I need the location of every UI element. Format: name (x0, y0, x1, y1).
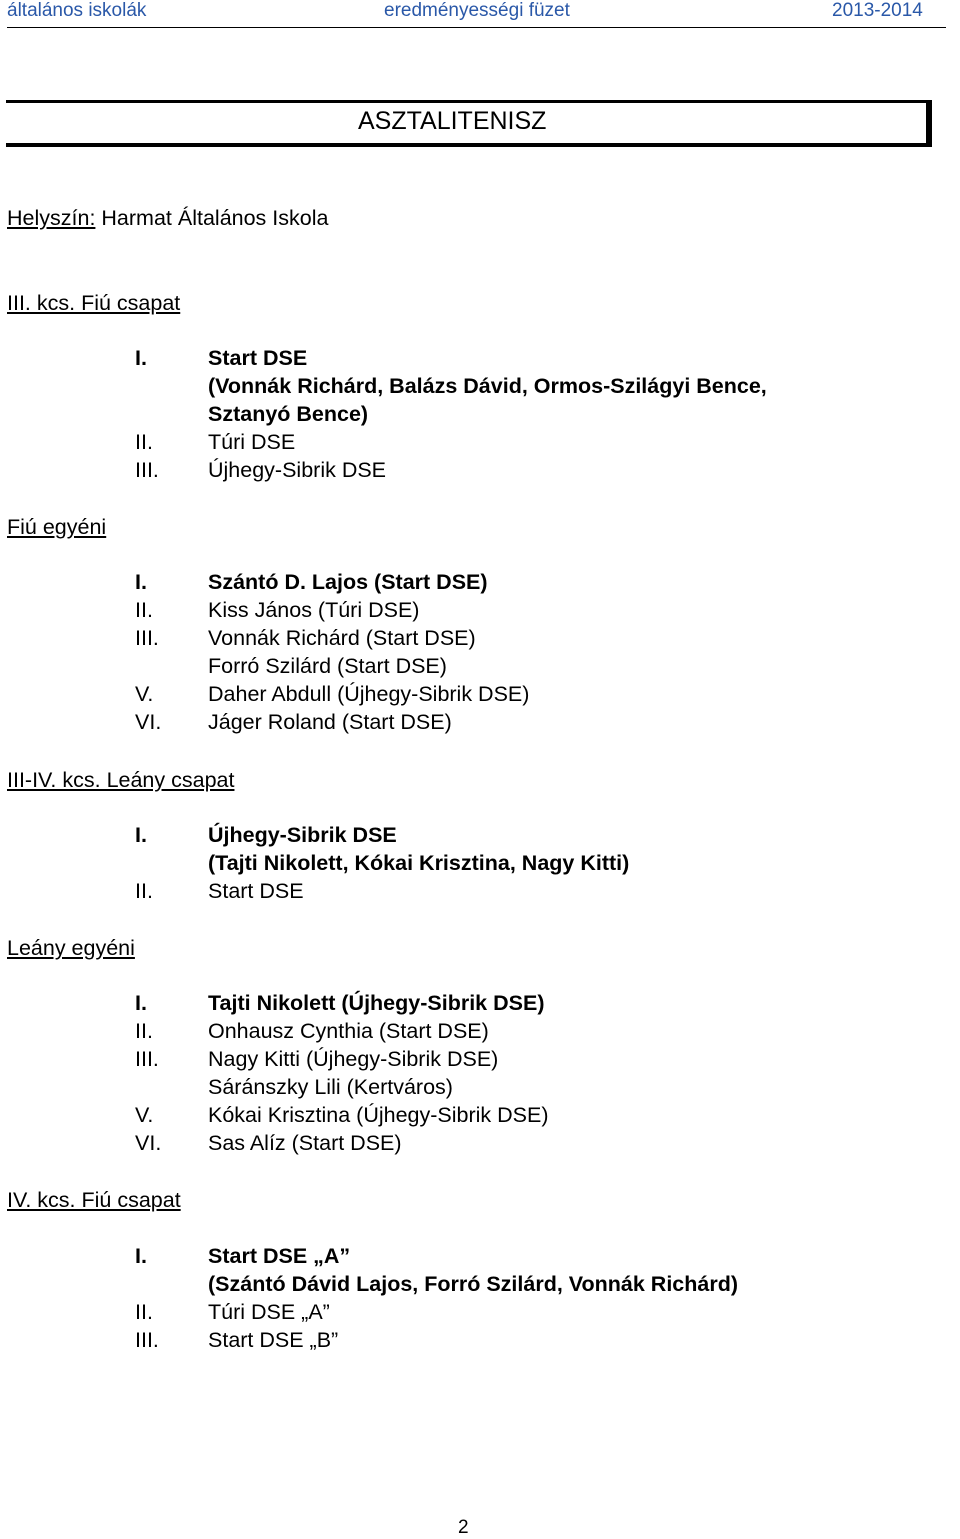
result-text: Kiss János (Túri DSE) (208, 598, 420, 622)
result-text: Forró Szilárd (Start DSE) (208, 654, 447, 678)
rank: VI. (135, 710, 162, 734)
result-text: (Vonnák Richárd, Balázs Dávid, Ormos-Szilágyi Bence, (208, 374, 767, 398)
result-text: Jáger Roland (Start DSE) (208, 710, 452, 734)
header-divider (7, 27, 946, 28)
section-heading: IV. kcs. Fiú csapat (7, 1188, 181, 1212)
rank: III. (135, 458, 159, 482)
rank: III. (135, 1328, 159, 1352)
result-text: Start DSE „A” (208, 1244, 351, 1268)
result-text: (Szántó Dávid Lajos, Forró Szilárd, Vonnák Richárd) (208, 1272, 739, 1296)
rank: II. (135, 598, 153, 622)
result-text: Szántó D. Lajos (Start DSE) (208, 570, 488, 594)
rank: III. (135, 1047, 159, 1071)
rank: I. (135, 346, 147, 370)
result-text: Sztanyó Bence) (208, 402, 369, 426)
result-text: Vonnák Richárd (Start DSE) (208, 626, 476, 650)
venue-line (7, 205, 328, 231)
result-text: Daher Abdull (Újhegy-Sibrik DSE) (208, 682, 530, 706)
rank: II. (135, 879, 153, 903)
header-booklet-title: eredményességi füzet (384, 0, 570, 21)
result-text: Onhausz Cynthia (Start DSE) (208, 1019, 489, 1043)
result-text: Túri DSE „A” (208, 1300, 330, 1324)
result-text: (Tajti Nikolett, Kókai Krisztina, Nagy Kitti) (208, 851, 630, 875)
section-heading: III. kcs. Fiú csapat (7, 291, 181, 315)
result-text: Nagy Kitti (Újhegy-Sibrik DSE) (208, 1047, 499, 1071)
header-year: 2013-2014 (832, 0, 923, 21)
rank: I. (135, 570, 147, 594)
rank: VI. (135, 1131, 162, 1155)
result-text: Tajti Nikolett (Újhegy-Sibrik DSE) (208, 991, 545, 1015)
result-text: Start DSE (208, 879, 304, 903)
section-heading: Fiú egyéni (7, 515, 107, 539)
rank: V. (135, 1103, 154, 1127)
page-title: ASZTALITENISZ (358, 107, 547, 135)
result-text: Kókai Krisztina (Újhegy-Sibrik DSE) (208, 1103, 549, 1127)
rank: III. (135, 626, 159, 650)
rank: I. (135, 1244, 147, 1268)
result-text: Start DSE „B” (208, 1328, 339, 1352)
result-text: Újhegy-Sibrik DSE (208, 458, 387, 482)
result-text: Sas Alíz (Start DSE) (208, 1131, 402, 1155)
venue-label: Helyszín: (7, 206, 96, 230)
section-heading: Leány egyéni (7, 936, 135, 960)
rank: II. (135, 1300, 153, 1324)
page-number: 2 (458, 1517, 469, 1538)
result-text: Újhegy-Sibrik DSE (208, 823, 397, 847)
rank: II. (135, 1019, 153, 1043)
rank: II. (135, 430, 153, 454)
venue-value: Harmat Általános Iskola (101, 206, 329, 230)
header-school-type: általános iskolák (7, 0, 147, 21)
result-text: Sáránszky Lili (Kertváros) (208, 1075, 453, 1099)
rank: I. (135, 991, 147, 1015)
section-heading: III-IV. kcs. Leány csapat (7, 768, 235, 792)
rank: I. (135, 823, 147, 847)
result-text: Túri DSE (208, 430, 296, 454)
rank: V. (135, 682, 154, 706)
result-text: Start DSE (208, 346, 308, 370)
